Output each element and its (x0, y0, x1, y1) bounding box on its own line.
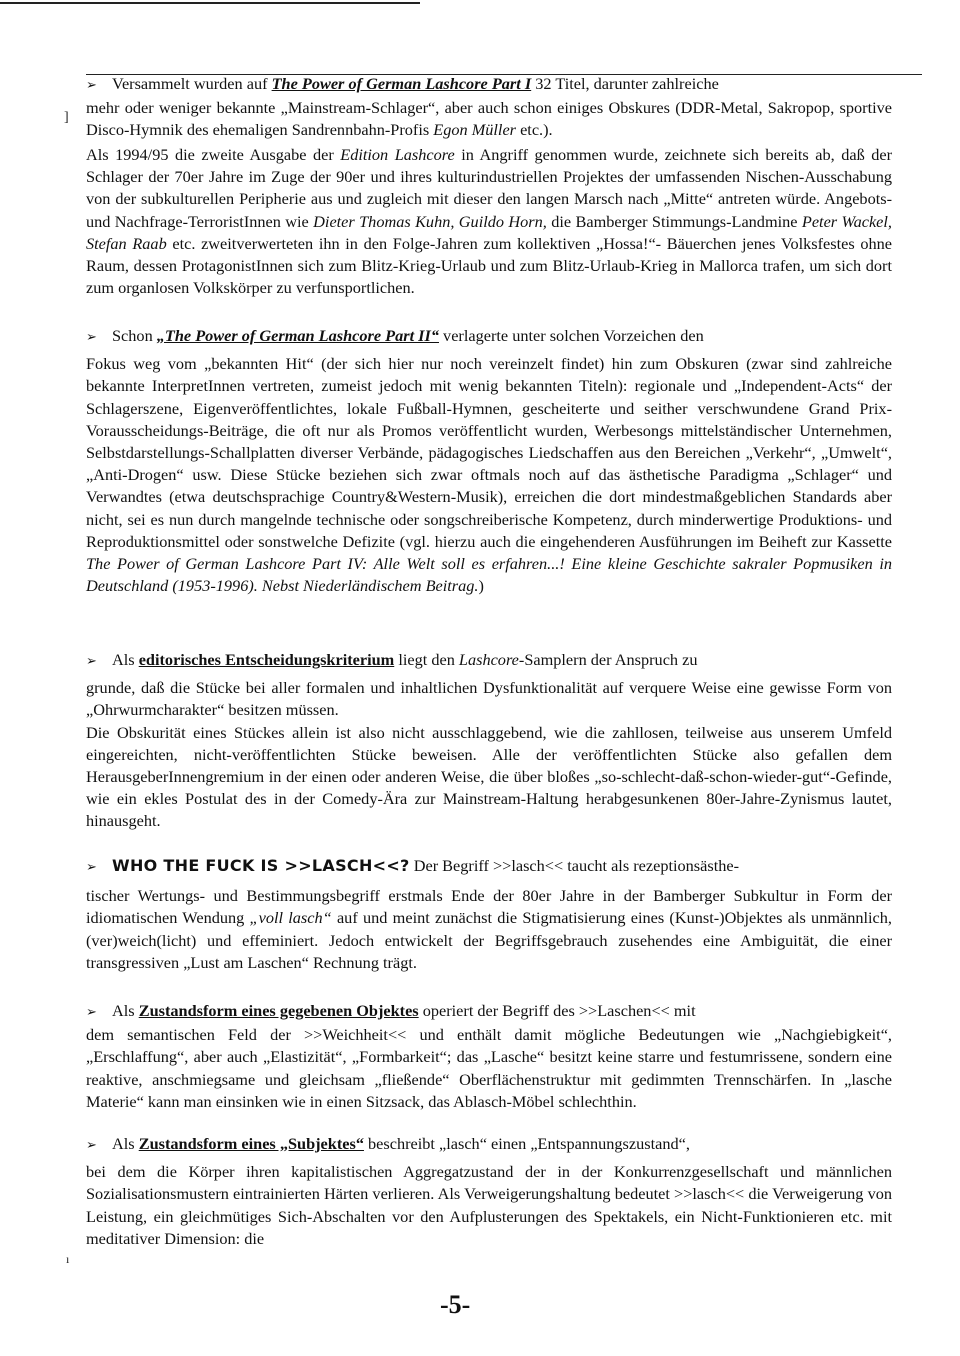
arrow-bullet-icon: ➢ (86, 1138, 97, 1153)
text: auf und meint zunächst die Stigmatisierung eines (Kunst-)Objektes als unmännlich, (ver)weich(licht) und effeminiert. Jedoch entwickelt der Begriffsgebrauch zusehendes eine Ambiguität, die einer transgressiven „Lust am Laschen“ Rechnung trägt. (86, 908, 892, 972)
text: Fokus weg vom „bekannten Hit“ (der sich hier nur noch vereinzelt findet) hin zum Obskuren (zwar sind zahlreiche bekannte InterpretInnen vertreten, zumeist jedoch mit wenig bekannten Titeln): regionale und „Independent-Acts“ der Schlagerszene, Eigenveröffentlichtes, lokale Fußball-Hymnen, gescheiterte und seither verschwundene Grand Prix-Vorausscheidungs-Beiträge, die oft nur als Promos veröffentlicht wurden, Werbesongs mittelständischer Unternehmen, Selbstdarstellungs-Schallplatten diverser Verbände, pädagogisches Liedschaffen aus den Bereichen „Verkehr“, „Umwelt“, „Anti-Drogen“ usw. Diese Stücke beziehen sich zwar oftmals noch auf das ästhetische Paradigma „Schlager“ und Verwandtes (etwa deutschsprachige Country&Western-Musik), erreichen die dort mindestmaßgeblichen Standards aber nicht, sei es nun durch mangelnde technische oder songschreiberische Kompetenz, durch minderwertige Produktions- und Reproduktionsmittel oder sonstwelche Defizite (vgl. hierzu auch die eingehenderen Ausführungen im Beiheft zur Kassette (86, 354, 892, 551)
section-2 (86, 325, 892, 597)
text: etc. zweitverwerteten ihn in den Folge-Jahren zum kollektiven „Hossa!“- Bäuerchen jenes Volksfestes ohne Raum, dessen ProtagonistInnen sich zum Blitz-Krieg-Urlaub und zum Blitz-Urlaub-Krieg in Mallorca trafen, um sich dort zum organlosen Volkskörper zu verfunsportlichen. (86, 233, 892, 298)
text: in Angriff genommen wurde, zeichnete sich bereits ab, daß der Schlager der 70er Jahre im Zuge der 90er und ihres kulturindustriellen Projektes der umfassenden Nischen-Ausschabung von der subkulturellen Peripherie aus und zugleich mit dieser den langen Marsch nach „Mitte“ antreten würde. Angebots- und Nachfrage-TerroristInnen wie (86, 145, 893, 231)
margin-mark: ] (64, 110, 69, 125)
text: Als 1994/95 die zweite Ausgabe der (86, 145, 341, 164)
section-4 (86, 855, 892, 974)
text: verlagerte unter solchen Vorzeichen den (438, 326, 704, 345)
text: etc.). (516, 120, 553, 140)
paragraph-2 (86, 144, 892, 299)
text: Als (112, 1001, 139, 1020)
paragraph (86, 97, 892, 141)
heading-term: Zustandsform eines „Subjektes“ (138, 1134, 364, 1153)
italic-name: Peter Wackel, Stefan Raab (86, 211, 892, 253)
text: beschreibt „lasch“ einen „Entspannungszustand“, (363, 1134, 690, 1153)
bullet-line-4 (86, 855, 892, 879)
text: operiert der Begriff des >>Laschen<< mit (418, 1001, 696, 1020)
title-link: The Power of German Lashcore Part I (271, 74, 532, 93)
italic-name: Egon Müller (433, 120, 517, 140)
arrow-bullet-icon: ➢ (86, 654, 97, 669)
margin-mark-bottom: ı (66, 1252, 70, 1266)
text: mehr oder weniger bekannte „Mainstream-Schlager“, aber auch schon einiges Obskures (DDR-Metal, Sakropop, sportive Disco-Hymnik des ehemaligen Sandrennbahn-Profis (86, 98, 892, 140)
paragraph: grunde, daß die Stücke bei aller formalen und inhaltlichen Dysfunktionalität auf verquere Weise eine gewisse Form von „Ohrwurmcharakter“ besitzen müssen. (86, 678, 892, 720)
bullet-line-5 (86, 1000, 892, 1024)
section-6 (86, 1133, 892, 1250)
top-rule (0, 2, 420, 4)
section-heading: WHO THE FUCK IS >>LASCH<<? (112, 856, 410, 875)
text: tischer Wertungs- und Bestimmungsbegriff erstmals Ende der 80er Jahre in der Bamberger Subkultur in Form der idiomatischen Wendung (86, 886, 892, 928)
paragraph (86, 885, 892, 974)
text: liegt den (394, 650, 459, 669)
bullet-line-2 (86, 325, 892, 349)
paragraph: Die Obskurität eines Stückes allein ist also nicht ausschlaggebend, wie die zahllosen, teilweise aus unserem Umfeld eingereichten, nicht-veröffentlichten Stücke beweisen. Alle der veröffentlichten Stücke also gefallen dem HerausgeberInnengremium in der einen oder anderen Weise, die über bloßes „so-schlecht-daß-schon-wieder-gut“-Gefinde, wie ein ekles Postulat des in der Comedy-Ära zur Mainstream-Haltung herabgesunkenen 80er-Jahre-Zynismus lautet, hinausgeht. (86, 722, 892, 831)
paragraph: dem semantischen Feld der >>Weichheit<< und enthält damit mögliche Bedeutungen wie „Nachgiebigkeit“, „Erschlaffung“, aber auch „Elastizität“, „Formbarkeit“; das „Lasche“ besitzt keine starre und festumrissene, sondern eine reaktive, anschmiegsame und gleichsam „fließende“ Oberflächenstruktur mit gedimmten Trennschärfen. In „lasche Materie“ kann man einsinken wie in einen Sitzsack, das Ablasch-Möbel schlechthin. (86, 1025, 892, 1111)
heading-term: editorisches Entscheidungskriterium (138, 650, 395, 669)
text: Der Begriff >>lasch<< taucht als rezeptionsästhe- (409, 856, 740, 875)
text: Als (112, 650, 139, 669)
arrow-bullet-icon: ➢ (86, 860, 97, 875)
italic-title: The Power of German Lashcore Part IV: Alle Welt soll es erfahren...! Eine kleine Geschichte sakraler Popmusiken in Deutschland (1953-1996). Nebst Niederländischem Beitrag. (86, 554, 892, 596)
italic-name: Dieter Thomas Kuhn, Guildo Horn, (313, 211, 547, 231)
text: ) (478, 576, 484, 596)
arrow-bullet-icon: ➢ (86, 78, 97, 93)
paragraph: bei dem die Körper ihren kapitalistischen Aggregatzustand der in der Konkurrenzgesellschaft und männlichen Sozialisationsmustern eintrainierten Härten verlieren. Als Verweigerungshaltung bedeutet >>lasch<< die Verweigerung von Leistung, ein gleichmütiges Sich-Abschalten vor den Aufplusterungen des Spektakels, ein Nicht-Funktionieren etc. mit meditativer Dimension: die (86, 1162, 892, 1248)
paragraph (86, 144, 892, 299)
bullet-line-1 (86, 73, 892, 97)
text: 32 Titel, darunter zahlreiche (531, 74, 719, 93)
text: Versammelt wurden auf (112, 74, 272, 93)
paragraph (86, 353, 892, 597)
section-3 (86, 649, 892, 833)
section-5 (86, 1000, 892, 1113)
italic-name: Edition Lashcore (340, 145, 455, 164)
text: Schon (112, 326, 157, 345)
title-link: „The Power of German Lashcore Part II“ (156, 326, 439, 345)
heading-term: Zustandsform eines gegebenen Objektes (138, 1001, 419, 1020)
bullet-line-3 (86, 649, 892, 673)
section-1 (86, 73, 892, 142)
arrow-bullet-icon: ➢ (86, 1005, 97, 1020)
arrow-bullet-icon: ➢ (86, 330, 97, 345)
text: -Samplern der Anspruch zu (518, 650, 698, 669)
text: Als (112, 1134, 139, 1153)
page-number: -5- (440, 1290, 471, 1319)
italic-phrase: „voll lasch“ (249, 908, 332, 928)
italic-name: Lashcore (458, 650, 519, 669)
text: die Bamberger Stimmungs-Landmine (546, 211, 802, 231)
bullet-line-6 (86, 1133, 892, 1157)
